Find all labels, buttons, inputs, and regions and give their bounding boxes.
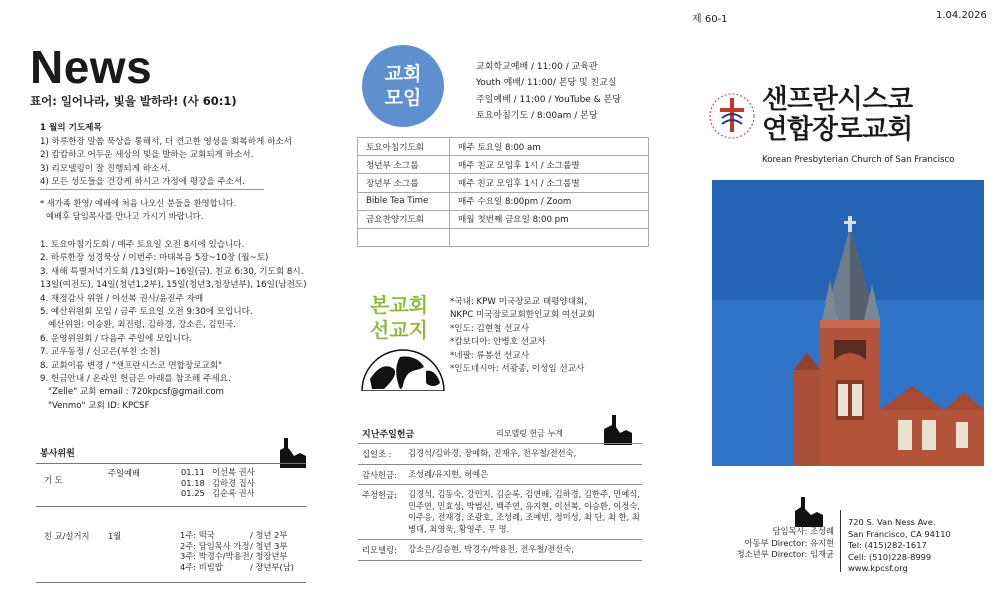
church-silhouette-icon [276,428,306,468]
serve-month: 1월 [108,531,122,541]
serve-group: / 청장년부 [250,551,288,561]
pastors-list [722,526,834,561]
church-silhouette-icon [791,487,823,527]
news-title: News [30,41,153,93]
pastor-item: 담임목사: 조성례 [772,526,834,536]
serve-week: 2주: 담임목사 가정 [180,540,250,551]
offering-type: 리모델링: [362,545,397,555]
mission-item: *인도네시아: 서광종, 이성임 선교사 [450,364,585,375]
website-link[interactable]: www.kpcsf.org [848,563,908,574]
notice-item: 4. 재정감사 위원 / 이선복 권사/윤진주 자매 [40,293,204,304]
meeting-time: 매주 토요일 8:00 am [450,138,649,156]
offering-row [358,539,642,561]
church-name [762,85,913,145]
serve-week: 1주: 떡국 [180,530,215,540]
mission-title [370,293,428,343]
mission-title-line: 본교회 [370,293,428,317]
offering-names: 김경석/김하경, 장예화, 진재우, 전우철/전선숙, [408,448,577,458]
notice-item: 3. 새해 특별저녁기도회 /13일(화)~16일(금). 친교 6:30, 기도회 8시. [40,266,304,277]
serve-group: / 청년 2부 [250,530,288,540]
notice-item: 9. 헌금안내 / 온라인 헌금은 아래를 참조해 주세요. [40,374,231,385]
serve-week: 4주: 비빔밥 [180,561,223,572]
mission-list [450,296,595,376]
offering-names: 김경석, 김동숙, 강민지, 김순록, 김연배, 김하경, 김한주, 민예식, 민주연, 민효성, 박범신, 백주연, 유지현, 이선복, 이승환, 이정숙, 이주응, 전재경, 조광호, 조성례, 조예빈, 정미성, 최 단, 최 한, 최병대, 최영욱, 황영주, 무 명. [408,489,640,534]
serve-groups [250,530,294,572]
venmo-info: "Venmo" 교회 ID: KPCSF [48,400,150,411]
welcome-line: 예배후 담임목사를 만나고 가시기 바랍니다. [46,211,204,221]
worship-schedule [476,59,621,124]
church-name-english: Korean Presbyterian Church of San Francisco [762,155,955,165]
church-meetings-badge [362,45,444,127]
church-building-photo [712,180,984,466]
meeting-name: 토요아침기도회 [358,138,450,156]
notice-item: 6. 운영위원회 / 다음주 주일에 모입니다. [40,333,193,344]
serve-date: 01.25 [181,488,205,498]
offering-row [358,443,642,464]
worship-item: 토요아침기도 / 8:00am / 본당 [476,110,598,121]
pastor-item: 청소년부 Director: 임재균 [736,549,834,560]
notice-list [40,239,340,413]
offering-title: 지난주일헌금 [362,430,415,440]
serve-date: 01.11 [181,467,205,477]
meeting-time: 매주 친교 모임후 1시 / 소그룹별 [450,156,649,174]
offering-type: 감사헌금: [362,469,397,480]
offering-names: 조성례/유지현, 허예은 [408,468,489,479]
meetings-table [357,137,649,247]
offering-list [358,443,642,561]
prayer-item: 1) 하루한장 말씀 묵상을 통해서, 더 견고한 영성을 회복하게 하소서 [40,136,292,147]
notice-item: 1. 토요아침기도회 / 매주 토요일 오전 8시에 있습니다. [40,240,245,250]
badge-line: 모임 [384,87,422,109]
meeting-name: 장년부 소그룹 [358,174,450,192]
meeting-name [358,228,450,246]
offering-row [358,484,642,539]
welcome-line: * 새가족 환영/ 예배에 처음 나오신 분들을 환영합니다. [40,198,237,208]
notice-item: 예산위원: 이승환, 최진령, 김하경, 강소은, 김민국. [48,320,236,331]
church-name-line: 샌프란시스코 [762,84,913,115]
notice-item: 2. 하루한장 성경묵상 / 이번주: 마태복음 5장~10장 (월~토) [40,253,269,264]
prayer-item: 3) 리모델링이 잘 진행되게 하소서. [40,163,171,174]
mission-title-line: 선교지 [370,318,428,342]
worship-item: 주일예배 / 11:00 / YouTube & 본당 [476,94,621,105]
pastor-item: 아동부 Director: 유지현 [744,537,834,548]
divider [36,463,306,464]
church-name-line: 연합장로교회 [762,114,913,145]
notice-item: 8. 교회이름 변경 / "샌프란시스코 연합장로교회" [40,360,223,371]
issue-number: 제 60-1 [692,14,728,25]
meeting-name: 청년부 소그룹 [358,156,450,174]
serve-name: 김하경 집사 [212,477,255,488]
table-row [358,138,649,156]
serve-names [212,467,255,499]
notice-item: 5. 예산위원회 모임 / 금주 토요일 오전 9:30에 모입니다. [40,307,253,318]
notice-item: 7. 교우동정 / 신고은(부친 소천) [40,347,161,358]
serve-date: 01.18 [181,477,205,488]
welcome-note [40,197,236,223]
address-line: San Francisco, CA 94110 [848,528,951,539]
divider [840,510,841,572]
contact-info [848,517,951,575]
badge-line: 교회 [384,63,422,85]
mission-item: NKPC 미국장로교회한인교회 여선교회 [450,310,595,321]
prayer-item: 4) 모든 성도들을 건강케 하시고 가정에 평강을 주소서. [40,177,246,188]
prayer-title: 1 월의 기도제목 [40,123,102,133]
offering-type: 주정헌금: [362,490,397,500]
serve-label: 기 도 [44,475,63,485]
remodel-total-label: 리모델링 헌금 누계 [496,429,563,438]
worship-item: 교회학교예배 / 11:00 / 교육관 [476,62,598,72]
worship-item: Youth 예배/ 11:00/ 본당 및 친교실 [476,78,617,89]
issue-date: 1.04.2026 [936,10,987,21]
offering-header [362,427,563,440]
serve-name: 이선복 권사 [212,467,255,477]
table-row [358,192,649,210]
notice-item: 13일(여전도), 14일(청년1,2부), 15일(청년3,청장년부), 16일(남전도) [40,280,307,291]
meeting-time: 매주 친교 모임후 1시 / 소그룹별 [450,174,649,192]
table-row [358,228,649,246]
mission-item: *네팔: 류봉선 선교사 [450,350,530,361]
divider [36,506,306,507]
offering-names: 강소은/김승현, 박경수/박용전, 전우철/전선숙, [408,544,574,554]
meeting-name: 금요찬양기도회 [358,210,450,228]
serve-group: / 장년부(남) [250,561,294,572]
mission-item: *인도: 김현철 선교사 [450,323,530,334]
address-line: 720 S. Van Ness Ave. [848,517,936,527]
serve-dates [181,467,205,499]
table-row [358,156,649,174]
divider [40,189,264,190]
motto: 표어: 일어나라, 빛을 발하라! (사 60:1) [30,94,237,108]
globe-icon [360,349,446,391]
cell-phone: Cell: (510)228-8999 [848,551,932,562]
mission-item: *국내: KPW 미국장로교 태평양대회, [450,297,588,307]
table-row [358,210,649,228]
zelle-info: "Zelle" 교회 email : 720kpcsf@gmail.com [48,387,224,398]
offering-type: 십일조 : [362,449,392,459]
offering-row [358,464,642,485]
prayer-list [40,122,292,190]
serve-week: 3주: 박경수/박용전 [180,551,250,561]
serve-group: / 청년 3부 [250,540,288,551]
phone: Tel: (415)282-1617 [848,540,927,551]
serve-title: 봉사위원 [40,449,75,459]
table-row [358,174,649,192]
serve-name: 김순록 권사 [212,488,255,498]
serve-service: 주일예배 [108,468,141,478]
meeting-time [450,228,649,246]
prayer-item: 2) 캄캄하고 어두운 세상의 빛을 발하는 교회되게 하소서. [40,150,254,161]
meeting-time: 매주 수요일 8:00pm / Zoom [450,192,649,210]
church-silhouette-icon [600,405,632,445]
meeting-time: 매월 첫번째 금요일 8:00 pm [450,210,649,228]
meeting-name: Bible Tea Time [358,192,450,210]
mission-item: *캄보디아: 안병호 선교사 [450,337,546,348]
pcusa-logo-icon [708,88,756,148]
divider [36,582,306,583]
serve-weeks [180,530,250,572]
serve-label: 친 교/설거지 [44,531,90,541]
